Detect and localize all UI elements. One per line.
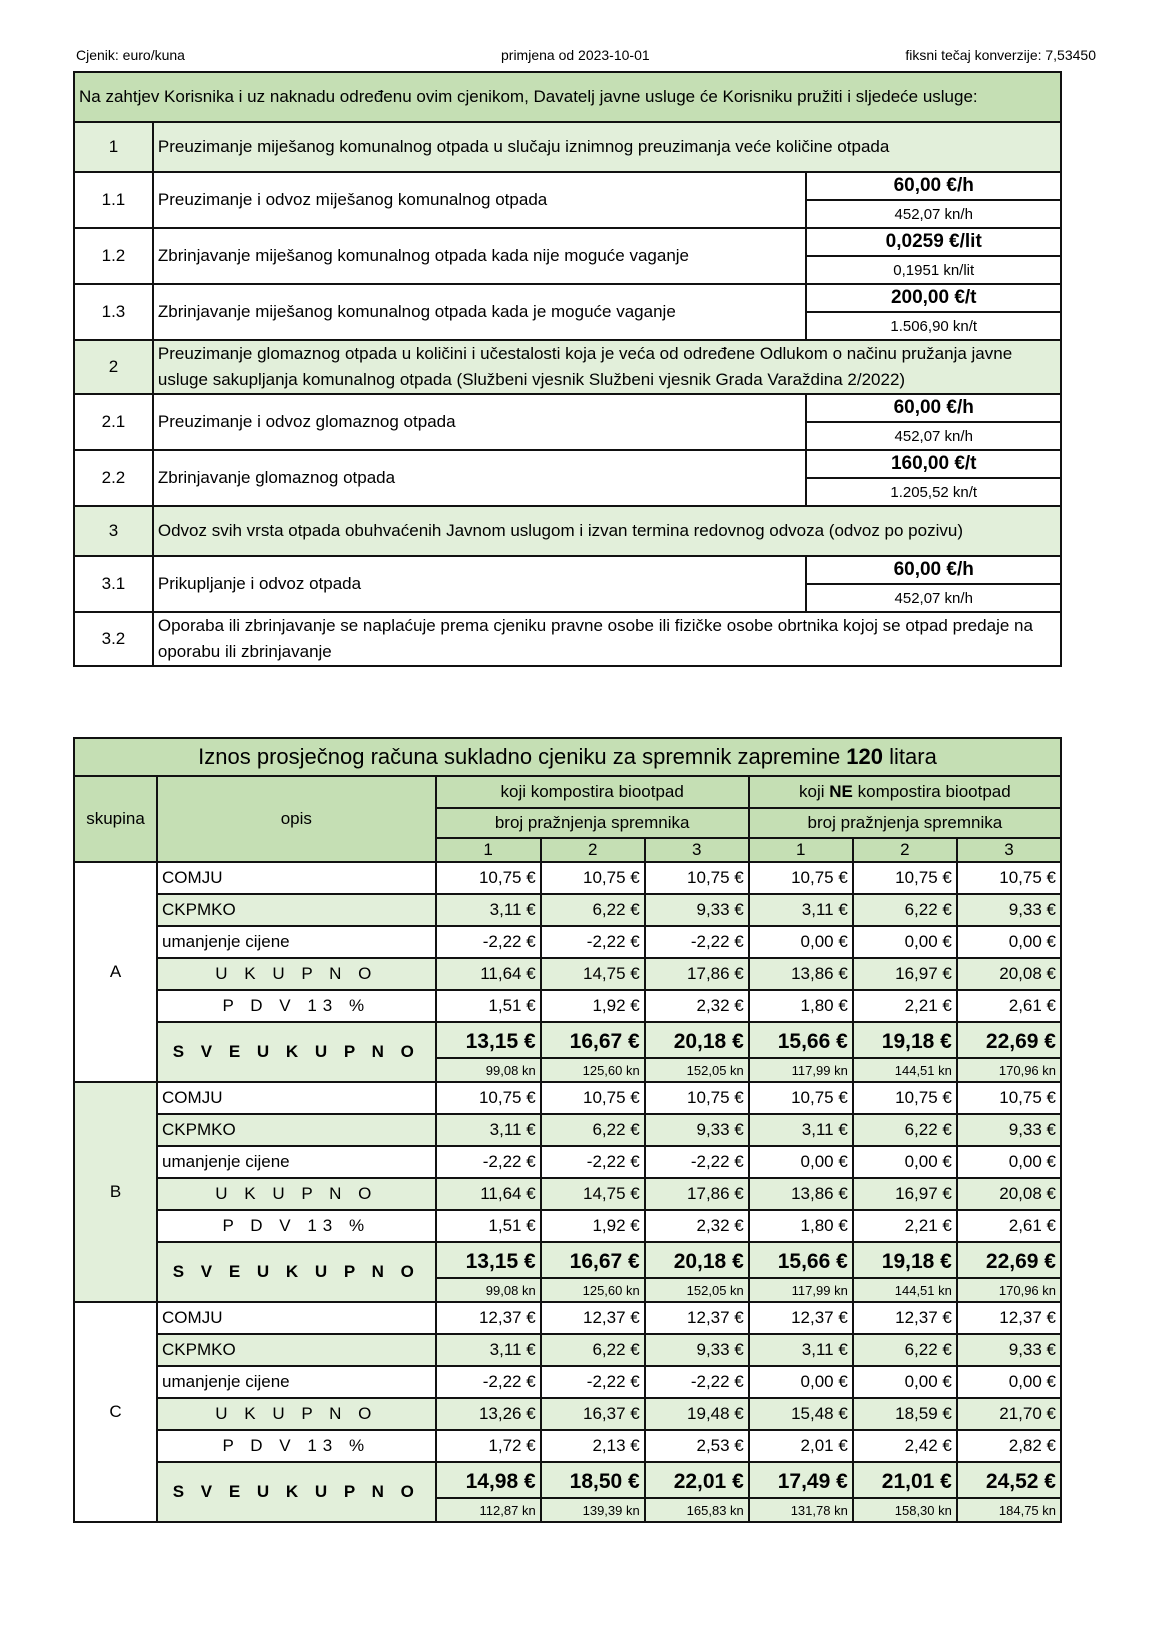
total-eur: 16,67 € (541, 1242, 645, 1278)
item-number: 3.1 (74, 556, 153, 612)
value-cell: 3,11 € (749, 1114, 853, 1146)
row-ukupno (74, 1178, 1061, 1210)
total-kn: 158,30 kn (853, 1498, 957, 1522)
total-kn: 112,87 kn (436, 1498, 541, 1522)
col-no-compost: koji NE kompostira biootpad (749, 776, 1061, 808)
row-label: P D V 13 % (157, 990, 436, 1022)
total-eur: 22,69 € (957, 1242, 1061, 1278)
total-eur: 17,49 € (749, 1462, 853, 1498)
price-kn: 452,07 kn/h (806, 200, 1061, 228)
col-skupina: skupina (74, 776, 157, 862)
value-cell: 6,22 € (541, 1334, 645, 1366)
total-eur: 22,01 € (645, 1462, 749, 1498)
row-label: U K U P N O (157, 1398, 436, 1430)
value-cell: -2,22 € (645, 926, 749, 958)
total-kn: 170,96 kn (957, 1278, 1061, 1302)
item-number: 1.3 (74, 284, 153, 340)
value-cell: 13,86 € (749, 958, 853, 990)
col-emptyings-no-compost: broj pražnjenja spremnika (749, 808, 1061, 838)
value-cell: 3,11 € (436, 1114, 541, 1146)
value-cell: 2,42 € (853, 1430, 957, 1462)
value-cell: 17,86 € (645, 1178, 749, 1210)
price-kn: 0,1951 kn/lit (806, 256, 1061, 284)
value-cell: 19,48 € (645, 1398, 749, 1430)
row-pdv (74, 1210, 1061, 1242)
value-cell: -2,22 € (436, 1366, 541, 1398)
item-description: Preuzimanje i odvoz glomaznog otpada (153, 394, 807, 450)
value-cell: 16,37 € (541, 1398, 645, 1430)
price-eur: 200,00 €/t (806, 284, 1061, 312)
row-comju (74, 1302, 1061, 1334)
value-cell: 10,75 € (957, 862, 1061, 894)
row-ckpmko (74, 1334, 1061, 1366)
value-cell: 9,33 € (957, 1114, 1061, 1146)
value-cell: 9,33 € (957, 894, 1061, 926)
item-number: 1.1 (74, 172, 153, 228)
value-cell: 1,80 € (749, 990, 853, 1022)
value-cell: 1,92 € (541, 990, 645, 1022)
value-cell: -2,22 € (436, 926, 541, 958)
service-item-row (74, 612, 1061, 666)
total-eur: 24,52 € (957, 1462, 1061, 1498)
value-cell: 10,75 € (749, 1082, 853, 1114)
value-cell: 6,22 € (853, 1114, 957, 1146)
row-label: umanjenje cijene (157, 1366, 436, 1398)
section-row (74, 506, 1061, 556)
total-eur: 15,66 € (749, 1022, 853, 1058)
emptying-count: 3 (645, 838, 749, 862)
total-kn: 99,08 kn (436, 1058, 541, 1082)
price-kn: 452,07 kn/h (806, 584, 1061, 612)
price-eur: 60,00 €/h (806, 556, 1061, 584)
value-cell: 3,11 € (436, 894, 541, 926)
service-item-row (74, 228, 1061, 256)
price-eur: 60,00 €/h (806, 394, 1061, 422)
total-eur: 20,18 € (645, 1022, 749, 1058)
value-cell: 21,70 € (957, 1398, 1061, 1430)
service-item-row (74, 394, 1061, 422)
total-kn: 117,99 kn (749, 1058, 853, 1082)
service-item-row (74, 172, 1061, 200)
value-cell: 12,37 € (436, 1302, 541, 1334)
row-umanjenje (74, 1366, 1061, 1398)
row-sveukupno (74, 1022, 1061, 1058)
row-ukupno (74, 958, 1061, 990)
value-cell: 10,75 € (436, 1082, 541, 1114)
item-number: 2.2 (74, 450, 153, 506)
value-cell: 12,37 € (645, 1302, 749, 1334)
value-cell: 20,08 € (957, 958, 1061, 990)
row-label: CKPMKO (157, 894, 436, 926)
value-cell: -2,22 € (436, 1146, 541, 1178)
services-intro: Na zahtjev Korisnika i uz naknadu određenu ovim cjenikom, Davatelj javne usluge će Korisniku pružiti i sljedeće usluge: (74, 72, 1061, 122)
total-kn: 139,39 kn (541, 1498, 645, 1522)
service-item-row (74, 284, 1061, 312)
value-cell: 0,00 € (749, 926, 853, 958)
section-title: Odvoz svih vrsta otpada obuhvaćenih Javnom uslugom i izvan termina redovnog odvoza (odvoz po pozivu) (153, 506, 1061, 556)
value-cell: 10,75 € (436, 862, 541, 894)
value-cell: 3,11 € (749, 894, 853, 926)
value-cell: 0,00 € (853, 926, 957, 958)
value-cell: 9,33 € (645, 1114, 749, 1146)
value-cell: -2,22 € (645, 1366, 749, 1398)
item-description: Oporaba ili zbrinjavanje se naplaćuje prema cjeniku pravne osobe ili fizičke osobe obrtnika kojoj se otpad predaje na oporabu ili zbrinjavanje (153, 612, 1061, 666)
value-cell: 13,26 € (436, 1398, 541, 1430)
total-kn: 170,96 kn (957, 1058, 1061, 1082)
value-cell: 0,00 € (957, 926, 1061, 958)
value-cell: 2,13 € (541, 1430, 645, 1462)
section-title: Preuzimanje miješanog komunalnog otpada u slučaju iznimnog preuzimanja veće količine otpada (153, 122, 1061, 172)
value-cell: 10,75 € (645, 1082, 749, 1114)
total-eur: 16,67 € (541, 1022, 645, 1058)
value-cell: 2,21 € (853, 990, 957, 1022)
average-bill-table (73, 737, 1062, 1523)
value-cell: -2,22 € (541, 926, 645, 958)
total-eur: 21,01 € (853, 1462, 957, 1498)
total-kn: 144,51 kn (853, 1278, 957, 1302)
price-eur: 0,0259 €/lit (806, 228, 1061, 256)
value-cell: -2,22 € (645, 1146, 749, 1178)
row-label: COMJU (157, 1302, 436, 1334)
value-cell: 12,37 € (853, 1302, 957, 1334)
row-label: umanjenje cijene (157, 926, 436, 958)
row-label: S V E U K U P N O (157, 1242, 436, 1302)
value-cell: 20,08 € (957, 1178, 1061, 1210)
section-row (74, 340, 1061, 394)
value-cell: 12,37 € (749, 1302, 853, 1334)
value-cell: 1,92 € (541, 1210, 645, 1242)
value-cell: 2,01 € (749, 1430, 853, 1462)
value-cell: 16,97 € (853, 1178, 957, 1210)
total-eur: 19,18 € (853, 1022, 957, 1058)
header-effective-date: primjena od 2023-10-01 (501, 47, 650, 63)
group-label: B (74, 1082, 157, 1302)
value-cell: 0,00 € (749, 1366, 853, 1398)
total-eur: 19,18 € (853, 1242, 957, 1278)
row-label: S V E U K U P N O (157, 1022, 436, 1082)
value-cell: 10,75 € (749, 862, 853, 894)
row-label: CKPMKO (157, 1334, 436, 1366)
value-cell: 9,33 € (957, 1334, 1061, 1366)
total-eur: 13,15 € (436, 1242, 541, 1278)
item-description: Prikupljanje i odvoz otpada (153, 556, 807, 612)
total-kn: 125,60 kn (541, 1058, 645, 1082)
item-description: Zbrinjavanje miješanog komunalnog otpada kada je moguće vaganje (153, 284, 807, 340)
value-cell: -2,22 € (541, 1366, 645, 1398)
value-cell: 17,86 € (645, 958, 749, 990)
value-cell: 0,00 € (853, 1366, 957, 1398)
services-table (73, 71, 1062, 667)
total-eur: 14,98 € (436, 1462, 541, 1498)
row-ckpmko (74, 1114, 1061, 1146)
item-description: Preuzimanje i odvoz miješanog komunalnog otpada (153, 172, 807, 228)
value-cell: 16,97 € (853, 958, 957, 990)
service-item-row (74, 450, 1061, 478)
value-cell: 2,61 € (957, 1210, 1061, 1242)
value-cell: 3,11 € (436, 1334, 541, 1366)
emptying-count: 2 (541, 838, 645, 862)
value-cell: 13,86 € (749, 1178, 853, 1210)
section-number: 1 (74, 122, 153, 172)
value-cell: 10,75 € (853, 1082, 957, 1114)
value-cell: 10,75 € (541, 862, 645, 894)
value-cell: -2,22 € (541, 1146, 645, 1178)
value-cell: 2,61 € (957, 990, 1061, 1022)
price-kn: 1.506,90 kn/t (806, 312, 1061, 340)
service-item-row (74, 556, 1061, 584)
value-cell: 0,00 € (957, 1146, 1061, 1178)
total-kn: 144,51 kn (853, 1058, 957, 1082)
total-eur: 22,69 € (957, 1022, 1061, 1058)
value-cell: 18,59 € (853, 1398, 957, 1430)
header-conversion-rate: fiksni tečaj konverzije: 7,53450 (905, 47, 1096, 63)
row-label: U K U P N O (157, 1178, 436, 1210)
value-cell: 2,82 € (957, 1430, 1061, 1462)
row-comju (74, 862, 1061, 894)
price-kn: 452,07 kn/h (806, 422, 1061, 450)
value-cell: 3,11 € (749, 1334, 853, 1366)
row-ukupno (74, 1398, 1061, 1430)
item-description: Zbrinjavanje miješanog komunalnog otpada kada nije moguće vaganje (153, 228, 807, 284)
emptying-count: 1 (436, 838, 541, 862)
value-cell: 2,32 € (645, 990, 749, 1022)
value-cell: 10,75 € (541, 1082, 645, 1114)
value-cell: 6,22 € (853, 894, 957, 926)
item-description: Zbrinjavanje glomaznog otpada (153, 450, 807, 506)
value-cell: 9,33 € (645, 1334, 749, 1366)
value-cell: 0,00 € (957, 1366, 1061, 1398)
value-cell: 1,51 € (436, 990, 541, 1022)
value-cell: 10,75 € (853, 862, 957, 894)
value-cell: 10,75 € (645, 862, 749, 894)
row-label: P D V 13 % (157, 1210, 436, 1242)
group-label: C (74, 1302, 157, 1522)
row-sveukupno (74, 1462, 1061, 1498)
total-kn: 184,75 kn (957, 1498, 1061, 1522)
value-cell: 12,37 € (957, 1302, 1061, 1334)
value-cell: 12,37 € (541, 1302, 645, 1334)
total-kn: 165,83 kn (645, 1498, 749, 1522)
value-cell: 0,00 € (749, 1146, 853, 1178)
price-eur: 60,00 €/h (806, 172, 1061, 200)
section-number: 2 (74, 340, 153, 394)
total-kn: 131,78 kn (749, 1498, 853, 1522)
header-currency: Cjenik: euro/kuna (76, 47, 185, 63)
value-cell: 2,21 € (853, 1210, 957, 1242)
row-label: COMJU (157, 862, 436, 894)
value-cell: 1,80 € (749, 1210, 853, 1242)
col-compost: koji kompostira biootpad (436, 776, 749, 808)
row-label: CKPMKO (157, 1114, 436, 1146)
item-number: 3.2 (74, 612, 153, 666)
value-cell: 15,48 € (749, 1398, 853, 1430)
bill-title: Iznos prosječnog računa sukladno cjeniku za spremnik zapremine 120 litara (74, 738, 1061, 776)
row-umanjenje (74, 926, 1061, 958)
value-cell: 11,64 € (436, 1178, 541, 1210)
row-label: S V E U K U P N O (157, 1462, 436, 1522)
total-kn: 125,60 kn (541, 1278, 645, 1302)
row-pdv (74, 990, 1061, 1022)
page-header (76, 47, 1096, 67)
value-cell: 0,00 € (853, 1146, 957, 1178)
value-cell: 1,72 € (436, 1430, 541, 1462)
row-label: P D V 13 % (157, 1430, 436, 1462)
group-label: A (74, 862, 157, 1082)
item-number: 1.2 (74, 228, 153, 284)
row-comju (74, 1082, 1061, 1114)
total-eur: 20,18 € (645, 1242, 749, 1278)
section-number: 3 (74, 506, 153, 556)
price-eur: 160,00 €/t (806, 450, 1061, 478)
row-pdv (74, 1430, 1061, 1462)
row-label: U K U P N O (157, 958, 436, 990)
total-kn: 99,08 kn (436, 1278, 541, 1302)
emptying-count: 2 (853, 838, 957, 862)
value-cell: 11,64 € (436, 958, 541, 990)
value-cell: 14,75 € (541, 1178, 645, 1210)
total-kn: 152,05 kn (645, 1278, 749, 1302)
value-cell: 6,22 € (853, 1334, 957, 1366)
value-cell: 6,22 € (541, 894, 645, 926)
row-label: umanjenje cijene (157, 1146, 436, 1178)
emptying-count: 1 (749, 838, 853, 862)
section-title: Preuzimanje glomaznog otpada u količini i učestalosti koja je veća od određene Odlukom o načinu pružanja javne usluge sakupljanja komunalnog otpada (Službeni vjesnik Službeni vjesnik Grada Varaždina 2/2022) (153, 340, 1061, 394)
row-label: COMJU (157, 1082, 436, 1114)
col-opis: opis (157, 776, 436, 862)
row-ckpmko (74, 894, 1061, 926)
item-number: 2.1 (74, 394, 153, 450)
total-eur: 15,66 € (749, 1242, 853, 1278)
total-eur: 18,50 € (541, 1462, 645, 1498)
value-cell: 1,51 € (436, 1210, 541, 1242)
col-emptyings-compost: broj pražnjenja spremnika (436, 808, 749, 838)
value-cell: 14,75 € (541, 958, 645, 990)
value-cell: 6,22 € (541, 1114, 645, 1146)
value-cell: 2,53 € (645, 1430, 749, 1462)
price-kn: 1.205,52 kn/t (806, 478, 1061, 506)
row-sveukupno (74, 1242, 1061, 1278)
row-umanjenje (74, 1146, 1061, 1178)
emptying-count: 3 (957, 838, 1061, 862)
section-row (74, 122, 1061, 172)
value-cell: 9,33 € (645, 894, 749, 926)
value-cell: 10,75 € (957, 1082, 1061, 1114)
value-cell: 2,32 € (645, 1210, 749, 1242)
total-kn: 152,05 kn (645, 1058, 749, 1082)
total-kn: 117,99 kn (749, 1278, 853, 1302)
total-eur: 13,15 € (436, 1022, 541, 1058)
